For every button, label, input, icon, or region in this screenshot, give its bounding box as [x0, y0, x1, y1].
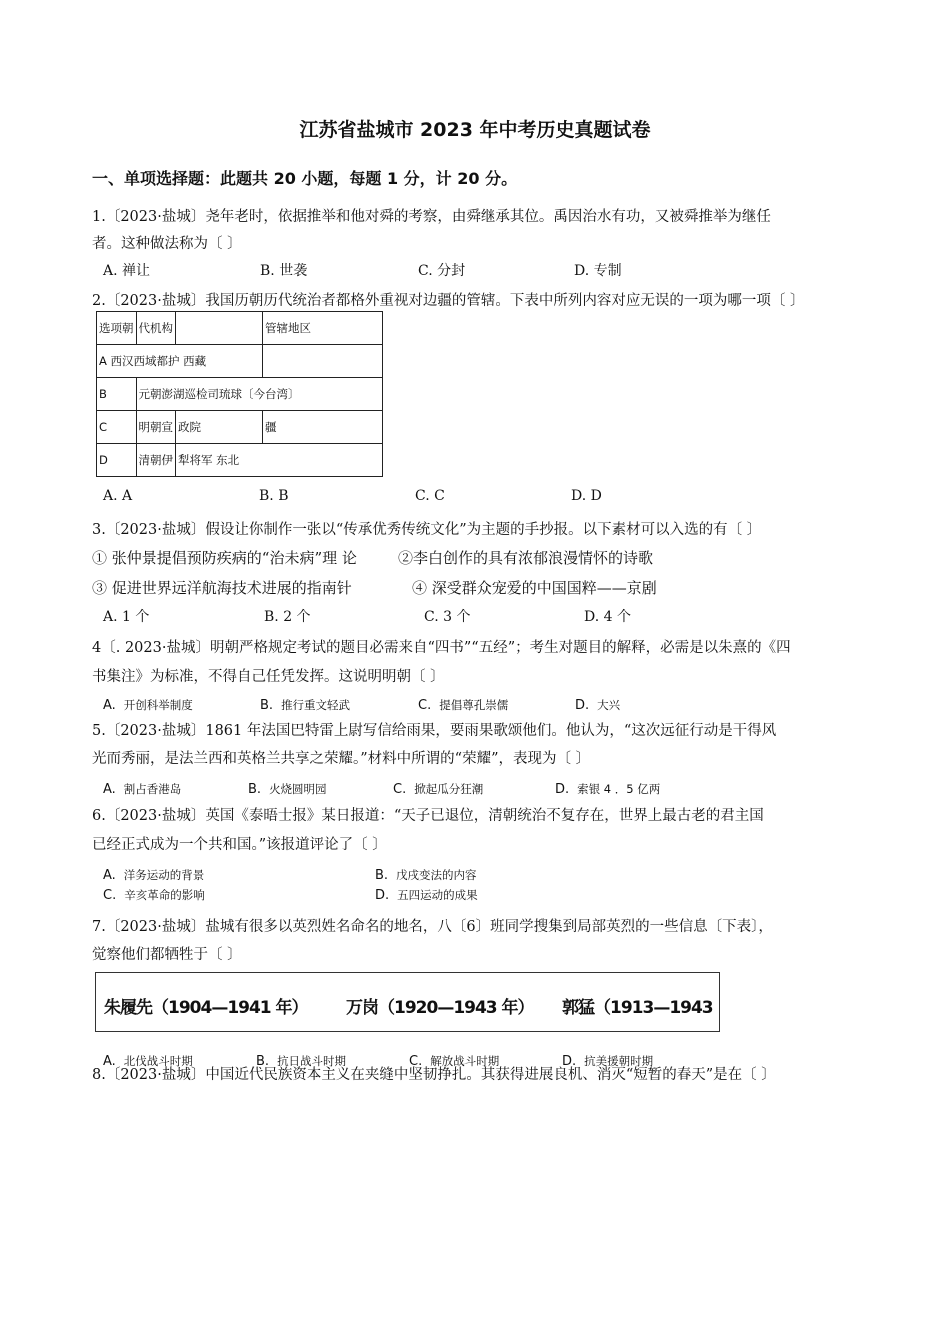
q3-item-4: ④ 深受群众宠爱的中国国粹——京剧: [412, 579, 657, 597]
q3-item-2: ②李白创作的具有浓郁浪漫情怀的诗歌: [398, 549, 654, 567]
option-text: 大兴: [597, 698, 621, 712]
option-text: 五四运动的成果: [397, 888, 478, 902]
option-letter: D.: [555, 782, 570, 797]
q1-option-c[interactable]: C. 分封: [418, 263, 466, 279]
option-letter: B.: [248, 782, 262, 797]
option-text: 割占香港岛: [123, 782, 182, 796]
option-letter: C.: [409, 1054, 423, 1069]
table-cell: 疆: [263, 411, 383, 444]
question-7-line-2: 觉察他们都牺牲于〔 〕: [92, 947, 242, 963]
table-text: 犁将军 东北: [178, 453, 240, 467]
q5-option-c[interactable]: [393, 781, 483, 797]
question-3-line-1: 3.〔2023·盐城〕假设让你制作一张以“传承优秀传统文化”为主题的手抄报。以下素材可以入选的有〔 〕: [92, 522, 762, 538]
option-text: 戊戌变法的内容: [396, 868, 477, 882]
option-text: 掀起瓜分狂潮: [414, 782, 484, 796]
q2-option-d[interactable]: D. D: [571, 488, 602, 504]
table-cell: 清朝伊: [136, 444, 176, 477]
q2-option-b[interactable]: B. B: [259, 488, 289, 504]
option-letter: A.: [103, 698, 116, 713]
table-row: [97, 411, 383, 444]
table-cell: C: [97, 411, 137, 444]
question-1-line-2: 者。这种做法称为〔 〕: [92, 236, 242, 252]
table-row: [97, 444, 383, 477]
table-cell: D: [97, 444, 137, 477]
q4-option-b[interactable]: [260, 697, 350, 713]
table-row: [97, 312, 383, 345]
q2-option-a[interactable]: A. A: [103, 488, 133, 504]
option-text: 北伐战斗时期: [123, 1054, 193, 1068]
question-1-line-1: 1.〔2023·盐城〕尧年老时，依据推举和他对舜的考察，由舜继承其位。禹因治水有功，又被舜推举为继任: [92, 209, 771, 225]
section-heading: 一、单项选择题：此题共 20 小题，每题 1 分，计 20 分。: [92, 169, 518, 188]
option-text: 推行重文轻武: [281, 698, 351, 712]
q5-option-d[interactable]: [555, 781, 660, 797]
table-cell: [263, 345, 383, 378]
question-6-line-2: 已经正式成为一个共和国。”该报道评论了〔 〕: [92, 837, 387, 853]
option-letter: B.: [260, 698, 274, 713]
option-text: 索银 4 ．5 亿两: [577, 782, 661, 796]
table-text: A 西汉: [99, 354, 134, 368]
option-text: 抗美援朝时期: [584, 1054, 654, 1068]
option-letter: A.: [103, 868, 116, 883]
table-cell: 管辖地区: [263, 312, 383, 345]
question-7-line-1: 7.〔2023·盐城〕盐城有很多以英烈姓名命名的地名，八〔6〕班同学搜集到局部英烈的一些信息〔下表〕，: [92, 919, 773, 935]
option-text: 洋务运动的背景: [123, 868, 205, 882]
table-cell: [97, 345, 263, 378]
option-letter: D.: [375, 888, 390, 903]
hero-3: 郭猛（1913—1943: [562, 998, 713, 1018]
option-letter: C.: [103, 888, 117, 903]
q6-option-c[interactable]: [103, 887, 205, 903]
table-cell: 明朝宣: [136, 411, 176, 444]
option-letter: A.: [103, 782, 116, 797]
table-row: [97, 378, 383, 411]
q2-option-c[interactable]: C. C: [415, 488, 445, 504]
hero-1: 朱履先（1904—1941 年）: [104, 998, 308, 1018]
option-letter: B.: [256, 1054, 270, 1069]
q6-option-b[interactable]: [375, 867, 477, 883]
option-text: 抗日战斗时期: [277, 1054, 347, 1068]
question-8-line-1: 8.〔2023·盐城〕中国近代民族资本主义在夹缝中坚韧挣扎。其获得进展良机、消灭“短暂的春天”是在〔 〕: [92, 1067, 776, 1083]
table-cell: 代机构: [136, 312, 176, 345]
question-4-line-2: 书集注》为标准，不得自己任凭发挥。这说明明朝〔 〕: [92, 669, 445, 685]
option-text: 辛亥革命的影响: [124, 888, 205, 902]
q3-option-a[interactable]: A. 1 个: [103, 609, 150, 625]
table-cell: [136, 378, 383, 411]
question-5-line-1: 5.〔2023·盐城〕1861 年法国巴特雷上尉写信给雨果，要雨果歌颂他们。他认为，“这次远征行动是干得风: [92, 723, 777, 739]
option-letter: C.: [393, 782, 407, 797]
q6-option-a[interactable]: [103, 867, 204, 883]
option-text: 提倡尊孔崇儒: [439, 698, 509, 712]
table-cell: [176, 444, 383, 477]
q6-option-d[interactable]: [375, 887, 478, 903]
table-row: [97, 345, 383, 378]
question-2-line-1: 2.〔2023·盐城〕我国历朝历代统治者都格外重视对边疆的管辖。下表中所列内容对应无误的一项为哪一项〔 〕: [92, 293, 805, 309]
option-letter: D.: [575, 698, 590, 713]
table-cell: B: [97, 378, 137, 411]
page-title: 江苏省盐城市 2023 年中考历史真题试卷: [299, 119, 651, 141]
option-text: 火烧圆明园: [269, 782, 327, 796]
q1-option-b[interactable]: B. 世袭: [260, 263, 308, 279]
table-text: 西域都护: [133, 354, 180, 368]
q1-option-d[interactable]: D. 专制: [574, 263, 622, 279]
table-text: 西藏: [179, 354, 207, 368]
q4-option-d[interactable]: [575, 697, 620, 713]
option-text: 解放战斗时期: [430, 1054, 500, 1068]
option-letter: A.: [103, 1054, 116, 1069]
q3-option-c[interactable]: C. 3 个: [424, 609, 471, 625]
option-text: 开创科举制度: [123, 698, 193, 712]
table-cell: [176, 312, 263, 345]
table-text: 元朝澎: [138, 387, 173, 401]
q3-item-3: ③ 促进世界远洋航海技术进展的指南针: [92, 579, 352, 597]
q3-option-d[interactable]: D. 4 个: [584, 609, 631, 625]
table-cell: 政院: [176, 411, 263, 444]
option-letter: D.: [562, 1054, 577, 1069]
q7-hero-box: [95, 972, 720, 1032]
q1-option-a[interactable]: A. 禅让: [103, 263, 151, 279]
option-letter: B.: [375, 868, 389, 883]
question-5-line-2: 光而秀丽，是法兰西和英格兰共享之荣耀。”材料中所谓的“荣耀”，表现为〔 〕: [92, 751, 591, 767]
table-cell: 选项朝: [97, 312, 137, 345]
q5-option-b[interactable]: [248, 781, 327, 797]
q2-table: [96, 311, 383, 477]
question-4-line-1: 4〔. 2023·盐城〕明朝严格规定考试的题目必需来自“四书”“五经”；考生对题目的解释，必需是以朱熹的《四: [92, 640, 791, 656]
q4-option-a[interactable]: [103, 697, 193, 713]
q3-item-1: ① 张仲景提倡预防疾病的“治未病”理 论: [92, 549, 357, 567]
q5-option-a[interactable]: [103, 781, 181, 797]
option-letter: C.: [418, 698, 432, 713]
q4-option-c[interactable]: [418, 697, 508, 713]
question-6-line-1: 6.〔2023·盐城〕英国《泰晤士报》某日报道：“天子已退位，清朝统治不复存在，世界上最古老的君主国: [92, 808, 764, 824]
hero-2: 万岗（1920—1943 年）: [346, 998, 534, 1018]
q3-option-b[interactable]: B. 2 个: [264, 609, 311, 625]
table-text: 湖巡检司琉球〔今台湾〕: [173, 387, 300, 401]
